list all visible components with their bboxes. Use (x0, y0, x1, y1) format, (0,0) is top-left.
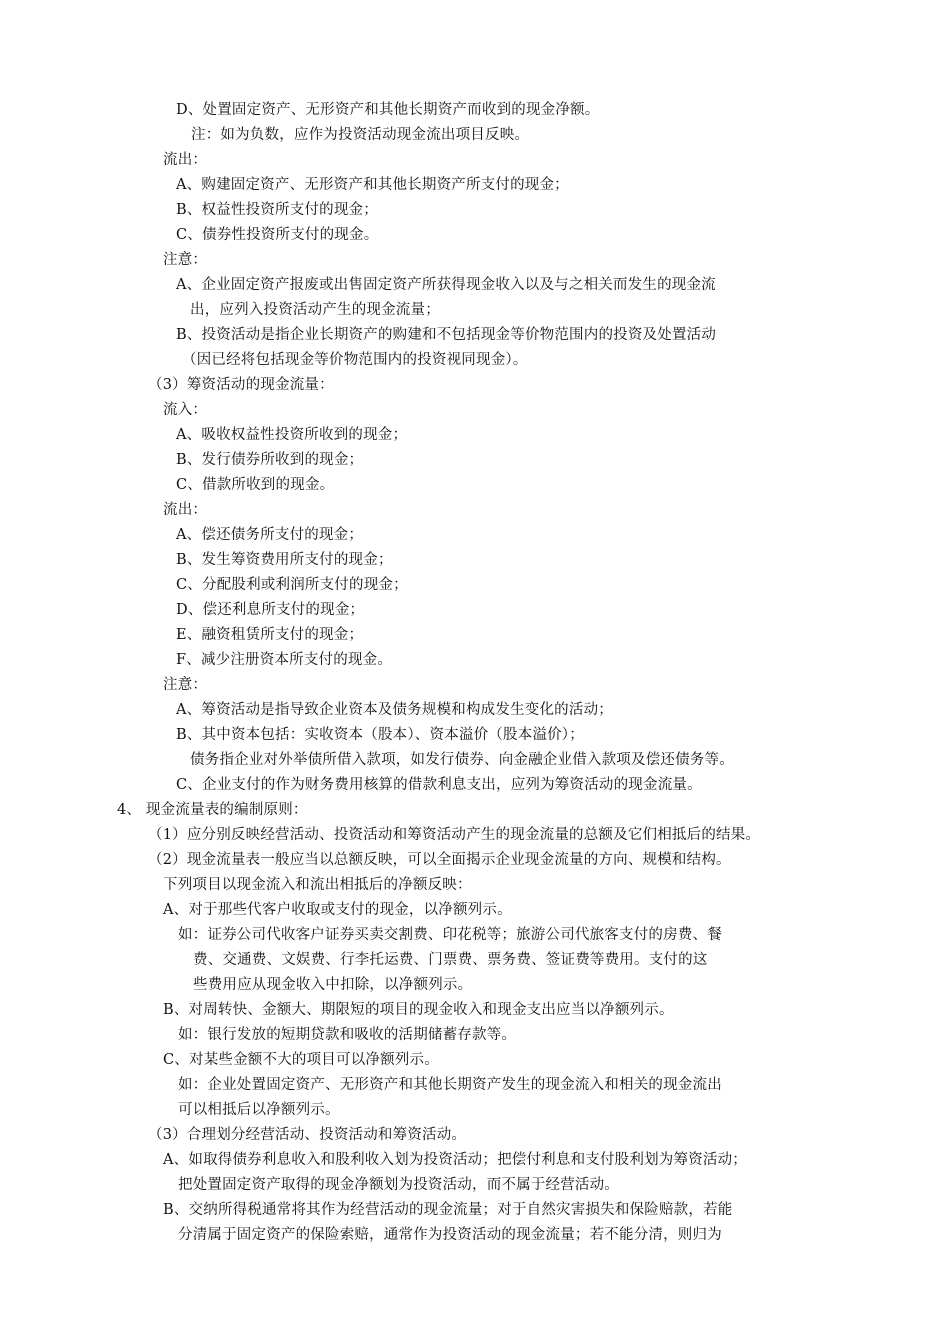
text-line: 注意： (163, 677, 208, 693)
text-line: C、对某些金额不大的项目可以净额列示。 (163, 1052, 439, 1068)
text-line: A、购建固定资产、无形资产和其他长期资产所支付的现金； (176, 177, 569, 193)
text-line: A、对于那些代客户收取或支付的现金，以净额列示。 (163, 902, 512, 918)
text-line: A、偿还债务所支付的现金； (176, 527, 364, 543)
text-line: A、企业固定资产报废或出售固定资产所获得现金收入以及与之相关而发生的现金流 (176, 277, 716, 293)
text-line: （2）现金流量表一般应当以总额反映，可以全面揭示企业现金流量的方向、规模和结构。 (148, 852, 731, 868)
text-line: C、借款所收到的现金。 (176, 477, 335, 493)
text-line: B、其中资本包括：实收资本（股本）、资本溢价（股本溢价）； (176, 727, 584, 743)
text-line: 费、交通费、文娱费、行李托运费、门票费、票务费、签证费等费用。支付的这 (193, 952, 708, 968)
text-line: 下列项目以现金流入和流出相抵后的净额反映： (163, 877, 472, 893)
text-line: 分清属于固定资产的保险索赔，通常作为投资活动的现金流量；若不能分清，则归为 (178, 1227, 722, 1243)
text-line: B、投资活动是指企业长期资产的购建和不包括现金等价物范围内的投资及处置活动 (176, 327, 717, 343)
text-line: （3）合理划分经营活动、投资活动和筹资活动。 (148, 1127, 467, 1143)
text-line: A、吸收权益性投资所收到的现金； (176, 427, 408, 443)
text-line: E、融资租赁所支付的现金； (176, 627, 364, 643)
text-line: 流入： (163, 402, 208, 418)
text-line: 流出： (163, 502, 208, 518)
text-line: 把处置固定资产取得的现金净额划为投资活动，而不属于经营活动。 (178, 1177, 619, 1193)
text-line: F、减少注册资本所支付的现金。 (176, 652, 393, 668)
text-line: （3）筹资活动的现金流量： (148, 377, 334, 393)
text-line: 注：如为负数，应作为投资活动现金流出项目反映。 (191, 127, 530, 143)
text-line: B、交纳所得税通常将其作为经营活动的现金流量；对于自然灾害损失和保险赔款，若能 (163, 1202, 733, 1218)
text-line: A、筹资活动是指导致企业资本及债务规模和构成发生变化的活动； (176, 702, 613, 718)
text-line: 注意： (163, 252, 208, 268)
text-line: C、分配股利或利润所支付的现金； (176, 577, 408, 593)
text-line: 流出： (163, 152, 208, 168)
text-line: B、权益性投资所支付的现金； (176, 202, 378, 218)
text-line: A、如取得债券利息收入和股利收入划为投资活动；把偿付利息和支付股利划为筹资活动； (163, 1152, 747, 1168)
text-line: 债务指企业对外举债所借入款项，如发行债券、向金融企业借入款项及偿还债务等。 (190, 752, 734, 768)
text-line: 4、 现金流量表的编制原则： (117, 802, 308, 818)
text-line: 如：证券公司代收客户证券买卖交割费、印花税等；旅游公司代旅客支付的房费、餐 (178, 927, 722, 943)
text-line: B、发行债券所收到的现金； (176, 452, 364, 468)
text-line: 出，应列入投资活动产生的现金流量； (190, 302, 440, 318)
text-line: D、处置固定资产、无形资产和其他长期资产而收到的现金净额。 (176, 102, 600, 118)
text-line: 如：企业处置固定资产、无形资产和其他长期资产发生的现金流入和相关的现金流出 (178, 1077, 722, 1093)
text-line: C、债券性投资所支付的现金。 (176, 227, 379, 243)
text-line: 些费用应从现金收入中扣除，以净额列示。 (193, 977, 473, 993)
text-line: B、对周转快、金额大、期限短的项目的现金收入和现金支出应当以净额列示。 (163, 1002, 674, 1018)
text-line: （1）应分别反映经营活动、投资活动和筹资活动产生的现金流量的总额及它们相抵后的结果。 (148, 827, 761, 843)
text-line: （因已经将包括现金等价物范围内的投资视同现金）。 (182, 352, 528, 368)
text-line: 可以相抵后以净额列示。 (178, 1102, 340, 1118)
text-line: C、企业支付的作为财务费用核算的借款利息支出，应列为筹资活动的现金流量。 (176, 777, 702, 793)
text-line: D、偿还利息所支付的现金； (176, 602, 365, 618)
text-line: 如：银行发放的短期贷款和吸收的活期储蓄存款等。 (178, 1027, 517, 1043)
text-line: B、发生筹资费用所支付的现金； (176, 552, 393, 568)
